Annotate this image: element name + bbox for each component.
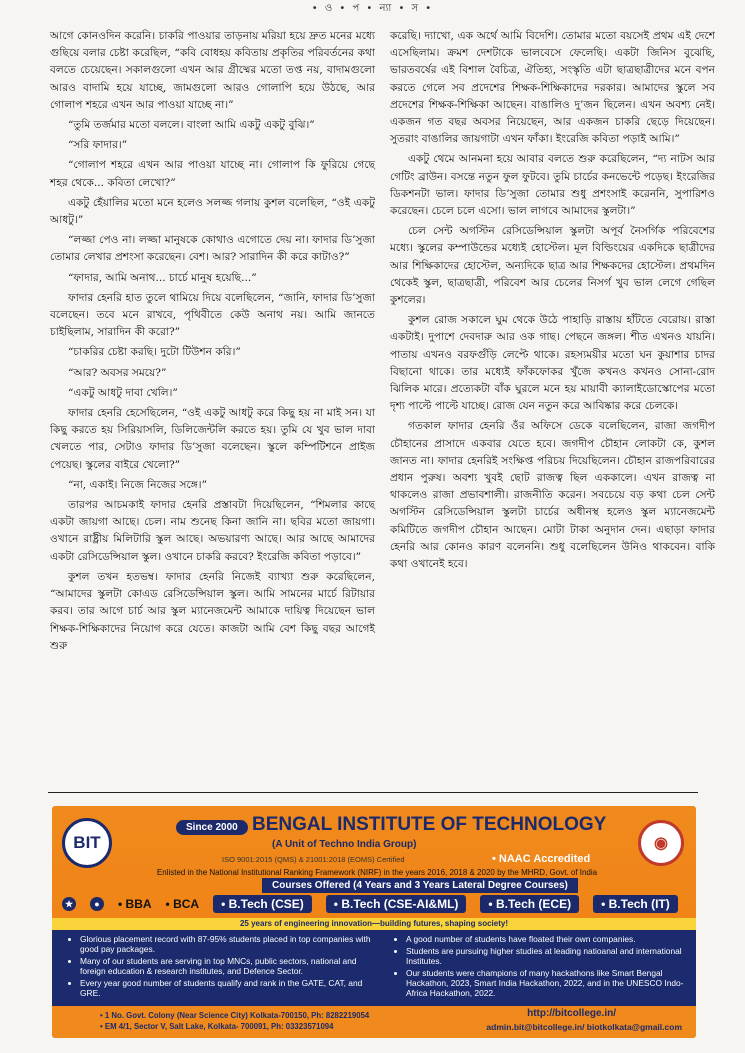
highlights-right xyxy=(392,934,688,1000)
ad-header xyxy=(52,806,696,906)
contact-bar xyxy=(52,1006,696,1038)
paragraph: “একটু আধটু দাবা খেলি।” xyxy=(68,386,178,399)
highlight-item: • Glorious placement record with 87-95% students placed in top companies with good pay packages. xyxy=(80,934,376,954)
institute-name: BENGAL INSTITUTE OF TECHNOLOGY xyxy=(252,814,607,835)
paragraph: “চাকরির চেষ্টা করছি। দুটো টিউশন করি।” xyxy=(68,346,241,359)
since-badge: Since 2000 xyxy=(176,820,248,835)
nirf-note: Enlisted in the National Institutional Ranking Framework (NIRF) in the years 2016, 2018 & 2020 by the MHRD, Govt. of India xyxy=(156,868,598,877)
paragraph: ফাদার হেনরি হাত তুলে থামিয়ে দিয়ে বলেছিলেন, “জানি, ফাদার ডি’সুজা বলেছেন। তবে মনে রাখবে, পৃথিবীতে কেউ অনাথ নয়। আমি জানতে চাইছিলাম, সারাদিন কী করো?” xyxy=(50,291,375,339)
iso-certification: ISO 9001:2015 (QMS) & 21001:2018 (EOMS) Certified xyxy=(222,855,405,864)
paragraph: তারপর আচমকাই ফাদার হেনরি প্রস্তাবটা দিয়েছিলেন, “শিমলার কাছে একটা জায়গা আছে। চেল। নাম শুনেছ কিনা জানি না। ছবির মতো জায়গা। ওখানে রাষ্ট্রীয় মিলিটারি স্কুল আছে। অভয়ারণ্য আছে। আর আছে আমাদের একটা রেসিডেন্সিয়াল স্কুল। ওখানে চাকরি করবে? ইংরেজি কবিতা পড়াবে।” xyxy=(50,499,375,563)
globe-icon: ● xyxy=(90,897,104,911)
paragraph: “সরি ফাদার।” xyxy=(68,139,128,152)
article-column-right xyxy=(390,28,715,576)
advertisement-banner xyxy=(52,806,696,1038)
paragraph: “না, একাই। নিজে নিজের সঙ্গে।” xyxy=(68,478,207,491)
paragraph: ফাদার হেনরি হেসেছিলেন, “ওই একটু আধটু করে কিছু হয় না মাই সন। যা কিছু করতে হয় সিরিয়াসলি, ডিলিজেন্টলি করতে হয়। তুমি যে খুব ভাল দাবা খেলতে পার, সেটাও ফাদার ডি’সুজা বলেছেন। স্কুলে কম্পিটিশনে প্রাইজ পেয়েছ। স্কুলের বাইরে খেলো?” xyxy=(50,407,375,471)
course-item: • BBA xyxy=(118,897,152,911)
highlights-left xyxy=(66,934,376,1000)
highlights-panel xyxy=(52,930,696,1006)
course-item: • BCA xyxy=(165,897,200,911)
naac-badge: • NAAC Accredited xyxy=(492,853,590,865)
courses-list xyxy=(62,892,686,916)
paragraph: একটু থেমে আনমনা হয়ে আবার বলতে শুরু করেছিলেন, “দ্য নাটস আর গেটিং ব্রাউন। বসন্তে নতুন ফুল ফুটবে। তুমি চার্চের কনভেন্টে পড়েছ। ইংরেজির ডিকশনটা ভাল। ফাদার ডি’সুজা তোমার শুধু প্রশংসাই করেননি, সুপারিশও করেছেন। চেলে চলে এসো। ভাল লাগবে আমাদের স্কুলটা।” xyxy=(390,153,715,218)
course-item: • B.Tech (IT) xyxy=(593,895,678,913)
paragraph: “গোলাপ শহরে এখন আর পাওয়া যাচ্ছে না। গোলাপ কি ফুরিয়ে গেছে শহর থেকে... কবিতা লেখো?” xyxy=(50,159,375,189)
paragraph: একটু হেঁয়ালির মতো মনে হলেও সলজ্জ গলায় কুশল বলেছিল, “ওই একটু আধটু।” xyxy=(50,196,375,227)
paragraph: “আর? অবসর সময়ে?” xyxy=(68,366,167,379)
email-link[interactable]: admin.bit@bitcollege.in/ biotkolkata@gmail.com xyxy=(486,1022,682,1032)
address-line: • 1 No. Govt. Colony (Near Science City) Kolkata-700150, Ph: 8282219054 xyxy=(100,1010,369,1021)
highlight-item: • Our students were champions of many hackathons like Smart Bengal Hackathon, 2023, Smart India Hackathon, 2022, and in the UNESCO Indo-Africa Hackathon, 2022. xyxy=(406,968,688,998)
paragraph: “ফাদার, আমি অনাথ... চার্চে মানুষ হয়েছি...” xyxy=(68,271,257,284)
group-emblem-icon: ◉ xyxy=(638,820,684,866)
institute-unit: (A Unit of Techno India Group) xyxy=(272,839,417,850)
highlight-item: • A good number of students have floated their own companies. xyxy=(406,934,688,944)
address-line: • EM 4/1, Sector V, Salt Lake, Kolkata- 700091, Ph: 03323571094 xyxy=(100,1021,369,1032)
paragraph: চেল সেন্ট অগস্টিন রেসিডেন্সিয়াল স্কুলটা অপূর্ব নৈসর্গিক পরিবেশের মধ্যে। স্কুলের কম্পাউন্ডের মধ্যেই হোস্টেল। মূল বিল্ডিংয়ের একদিকে ছাত্রীদের আর শিক্ষিকাদের হোস্টেল, অন্যদিকে ছাত্র আর শিক্ষকদের হোস্টেল। প্রথমদিন থেকেই স্কুল, ছাত্রছাত্রী, পরিবেশ আর চেলের নিসর্গ খুব ভাল লেগে গেছিল কুশলের। xyxy=(390,225,715,307)
highlight-item: • Every year good number of students qualify and rank in the GATE, CAT, and GRE. xyxy=(80,978,376,998)
tagline-bar: 25 years of engineering innovation—building futures, shaping society! xyxy=(52,918,696,930)
paragraph: গতকাল ফাদার হেনরি ওঁর অফিসে ডেকে বলেছিলেন, রাজা জগদীপ চৌহানের প্রাসাদে একবার যেতে হবে। জগদীপ চৌহান লোকটা কে, কুশল জানত না। ফাদার হেনরিই সংক্ষিপ্ত পরিচয় দিয়েছিলেন। চৌহান রাজপরিবারের প্রধান পুরুষ। অবশ্য খুবই ছোট রাজত্ব ছিল এককালে। এখন রাজত্ব না থাকলেও রাজা প্রভাবশালী। রাজনীতি করেন। সবচেয়ে বড় কথা চেল সেন্ট অগস্টিন রেসিডেন্সিয়াল স্কুলটা চার্চের অধীনস্থ হলেও স্কুল ম্যানেজমেন্ট কমিটিতে জগদীপ চৌহান আছেন। মোটা টাকা অনুদান দেন। এছাড়া ফাদার হেনরি আর কোনও কারণ বলেননি। শুধু বলেছিলেন উনিও থাকবেন। বাকি কথা ওখানেই হবে। xyxy=(390,420,715,571)
page-masthead: • ও • প • ন্যা • স • xyxy=(311,3,434,14)
highlight-item: • Many of our students are serving in top MNCs, public sectors, national and foreign education & research institutes, and Defence Sector. xyxy=(80,956,376,976)
article-column-left xyxy=(50,28,375,658)
paragraph: কুশল তখন হতভম্ব। ফাদার হেনরি নিজেই ব্যাখ্যা শুরু করেছিলেন, “আমাদের স্কুলটা কোএড রেসিডেন্সিয়াল স্কুল। আমি সামনের মার্চে রিটায়ার করব। তার আগে চার্চ আর স্কুল ম্যানেজমেন্ট আমাকে দায়িত্ব দিয়েছেন ভাল শিক্ষক-শিক্ষিকাদের নিয়োগ করে যেতে। কাজটা আমি বেশ কিছু বছর আগেই শুরু xyxy=(50,570,375,652)
paragraph: কুশল রোজ সকালে ঘুম থেকে উঠে পাহাড়ি রাস্তায় হাঁটতে বেরোয়। রাস্তা একটাই। দুপাশে দেবদারু আর ওক গাছ। পেছনে জঙ্গল। শীত এখনও যায়নি। পাতায় এখনও বরফগুঁড়ি লেপ্টে থাকে। রহস্যময়ীর মতো ঘন কুয়াশার চাদর বিছানো থাকে। তার মধ্যেই ফাঁকফোকর খুঁজে কখনও কখনও সোনা-রোদ ঝিলিক মারে। প্রত্যেকটা বাঁক ঘুরলে মনে হয় মায়াবী ক্যালাইডোস্কোপের মতো দৃশ্য পাল্টে পাল্টে যাচ্ছে। রোজ যেন নতুন করে আবিষ্কার করে চেলকে। xyxy=(390,314,715,413)
paragraph: “তুমি তর্জমার মতো বললে। বাংলা আমি একটু একটু বুঝি।” xyxy=(68,119,315,132)
courses-heading: Courses Offered (4 Years and 3 Years Lateral Degree Courses) xyxy=(262,878,578,893)
paragraph: আগে কোনওদিন করেনি। চাকরি পাওয়ার তাড়নায় মরিয়া হয়ে দ্রুত মনের মধ্যে গুছিয়ে বলার চেষ্টা করেছিল, “কবি বোধহয় কবিতায় প্রকৃতির পরিবর্তনের কথা বলতে চেয়েছেন। সকালগুলো এখন আর গ্রীষ্মের মতো তপ্ত নয়, বাদামগুলো আরও বাদামি হয়ে যাচ্ছে, জামগুলো আরও গোলাপি হয়ে উঠছে, আর গোলাপ শহরে এখন আর পাওয়া যাচ্ছে না।” xyxy=(50,30,375,111)
section-divider xyxy=(48,792,698,793)
highlight-item: • Students are pursuing higher studies at leading natioanal and international Institutes. xyxy=(406,946,688,966)
website-link[interactable]: http://bitcollege.in/ xyxy=(527,1008,616,1019)
course-item: • B.Tech (CSE-AI&ML) xyxy=(326,895,467,913)
badge-icon: ★ xyxy=(62,897,76,911)
paragraph: “লজ্জা পেও না। লজ্জা মানুষকে কোথাও এগোতে দেয় না। ফাদার ডি’সুজা তোমার লেখার প্রশংসা করেছেন। বেশ। আর? সারাদিন কী করে কাটাও?” xyxy=(50,234,375,264)
paragraph: করেছি। দ্যাখো, এক অর্থে আমি বিদেশি। তোমার মতো বয়সেই প্রথম এই দেশে এসেছিলাম। ক্রমশ দেশটাকে ভালবেসে ফেলেছি। একটা জিনিস বুঝেছি, ভারতবর্ষের এই বিশাল বৈচিত্র, ঐতিহ্য, সংস্কৃতি এটা ছাত্রছাত্রীদের মনে বপন করতে গেলে সব প্রদেশের শিক্ষক-শিক্ষিকাদের দরকার। আমাদের স্কুলে সব প্রদেশের শিক্ষক-শিক্ষিকা আছেন। বাঙালিও দু’জন ছিলেন। এখন অবশ্য নেই। একজন গত বছর অবসর নিয়েছেন, আর একজন চাকরি ছেড়ে দিয়েছেন। সুতরাং বাঙালির জায়গাটা এখন ফাঁকা। ইংরেজি কবিতা পড়াই আমি।” xyxy=(390,30,715,146)
course-item: • B.Tech (CSE) xyxy=(213,895,312,913)
institute-logo: BIT xyxy=(62,818,112,868)
addresses xyxy=(100,1010,369,1032)
course-item: • B.Tech (ECE) xyxy=(480,895,579,913)
